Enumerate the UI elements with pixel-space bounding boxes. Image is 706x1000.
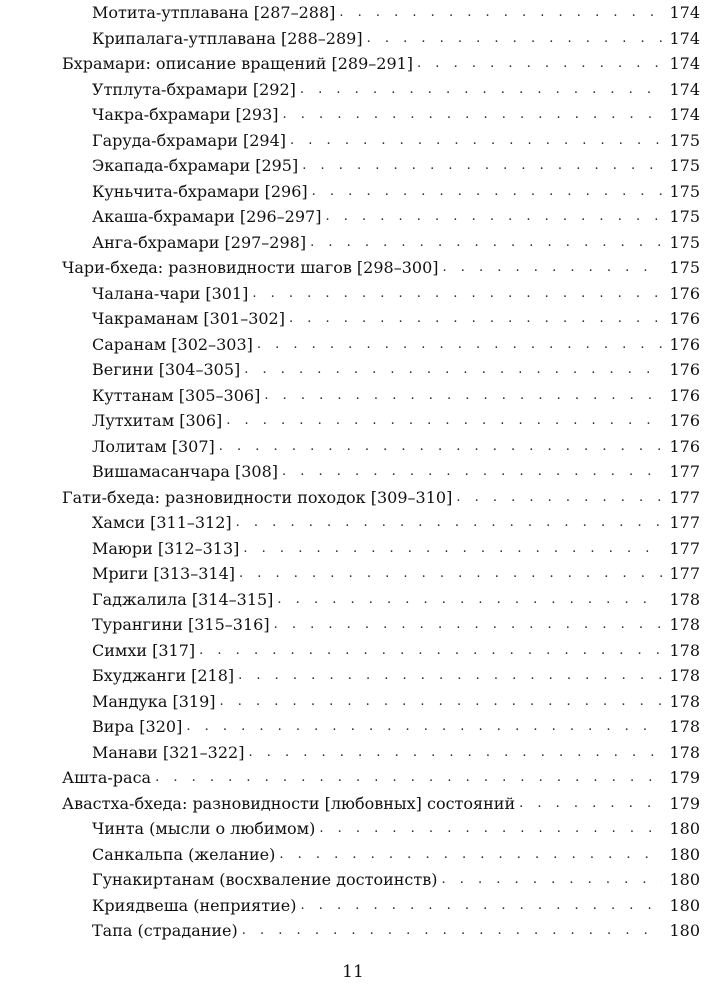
toc-subsection-entry [62,230,700,256]
dot-leader [290,128,662,154]
dot-leader [199,638,662,664]
page-number: 11 [342,962,364,982]
dot-leader [456,485,662,511]
toc-subsection-entry [62,408,700,434]
toc-section-entry [62,51,700,77]
dot-leader [442,255,662,281]
dot-leader [325,204,662,230]
toc-subsection-entry [62,842,700,868]
toc-subsection-entry [62,77,700,103]
toc-subsection-entry [62,306,700,332]
toc-entry-title: Чакраманам [301–302] [92,309,285,328]
toc-entry-page: 174 [669,79,700,99]
toc-subsection-entry [62,281,700,307]
toc-entry-title: Акаша-бхрамари [296–297] [92,207,322,226]
toc-entry-title: Вегини [304–305] [92,360,241,379]
toc-entry-title: Куньчита-бхрамари [296] [92,181,308,201]
toc-subsection-entry [62,26,700,52]
toc-entry-page: 175 [669,156,700,175]
dot-leader [519,791,662,817]
dot-leader [277,587,662,613]
dot-leader [289,306,662,332]
toc-entry-title: Чинта (мысли о любимом) [92,819,316,838]
toc-subsection-entry [62,459,700,485]
toc-entry-page: 178 [669,717,700,736]
toc-entry-title: Гати-бхеда: разновидности походок [309–310] [62,487,453,507]
toc-entry-page: 177 [669,513,700,532]
dot-leader [242,918,662,944]
toc-entry-title: Ашта-раса [62,768,152,787]
toc-subsection-entry [62,332,700,358]
dot-leader [186,714,662,740]
toc-entry-page: 174 [669,28,700,48]
dot-leader [442,867,663,893]
toc-entry-title: Чари-бхеда: разновидности шагов [298–300] [62,258,439,277]
toc-entry-title: Маюри [312–313] [92,538,240,558]
toc-entry-title: Куттанам [305–306] [92,385,261,405]
toc-entry-page: 178 [669,691,700,711]
toc-entry-page: 177 [669,538,700,558]
toc-entry-title: Турангини [315–316] [92,615,270,634]
toc-section-entry [62,791,700,817]
toc-subsection-entry [62,357,700,383]
toc-subsection-entry [62,536,700,562]
toc-entry-page: 180 [669,921,700,940]
toc-subsection-entry [62,612,700,638]
dot-leader [300,893,662,919]
toc-entry-page: 175 [669,232,700,252]
toc-entry-title: Гаруда-бхрамари [294] [92,130,287,150]
toc-subsection-entry [62,153,700,179]
dot-leader [264,383,662,409]
dot-leader [367,26,662,52]
toc-entry-title: Вира [320] [92,717,183,736]
dot-leader [219,434,662,460]
dot-leader [310,230,662,256]
toc-entry-page: 179 [669,793,700,813]
toc-entry-page: 174 [669,54,700,73]
dot-leader [312,179,662,205]
toc-entry-title: Лолитам [307] [92,436,215,456]
toc-entry-title: Бхуджанги [218] [92,666,235,685]
toc-entry-title: Чакра-бхрамари [293] [92,105,279,124]
toc-entry-page: 174 [669,3,700,22]
dot-leader [417,51,662,77]
table-of-contents [62,0,700,944]
toc-entry-page: 180 [669,819,700,838]
toc-entry-title: Лутхитам [306] [92,411,223,430]
toc-entry-page: 178 [669,615,700,634]
dot-leader [257,332,662,358]
toc-subsection-entry [62,689,700,715]
toc-entry-title: Вишамасанчара [308] [92,462,278,481]
toc-entry-page: 175 [669,181,700,201]
toc-subsection-entry [62,893,700,919]
toc-entry-page: 180 [669,870,700,889]
dot-leader [243,536,662,562]
toc-entry-page: 178 [669,742,700,762]
toc-subsection-entry [62,663,700,689]
toc-entry-page: 178 [669,589,700,609]
toc-section-entry [62,765,700,791]
toc-subsection-entry [62,102,700,128]
toc-entry-title: Экапада-бхрамари [295] [92,156,299,175]
toc-subsection-entry [62,179,700,205]
toc-subsection-entry [62,204,700,230]
toc-subsection-entry [62,0,700,26]
dot-leader [248,740,662,766]
toc-entry-page: 177 [669,487,700,507]
dot-leader [155,765,662,791]
dot-leader [283,102,662,128]
toc-entry-page: 176 [669,283,700,303]
toc-entry-title: Гунакиртанам (восхваление достоинств) [92,870,438,889]
toc-entry-title: Авастха-бхеда: разновидности [любовных] состояний [62,793,516,813]
dot-leader [274,612,662,638]
toc-entry-page: 179 [669,768,700,787]
toc-entry-title: Криядвеша (неприятие) [92,895,297,915]
dot-leader [319,816,662,842]
toc-entry-title: Утплута-бхрамари [292] [92,79,296,99]
dot-leader [236,510,662,536]
toc-entry-page: 176 [669,334,700,354]
toc-subsection-entry [62,128,700,154]
toc-entry-title: Крипалага-утплавана [288–289] [92,28,363,48]
toc-entry-title: Тапа (страдание) [92,921,238,940]
dot-leader [252,281,662,307]
toc-entry-title: Мандука [319] [92,691,216,711]
dot-leader [238,663,662,689]
toc-subsection-entry [62,740,700,766]
toc-entry-page: 174 [669,105,700,124]
toc-entry-title: Гаджалила [314–315] [92,589,274,609]
toc-entry-page: 180 [669,844,700,864]
toc-entry-title: Мриги [313–314] [92,564,235,583]
dot-leader [302,153,662,179]
toc-entry-page: 177 [669,564,700,583]
toc-entry-title: Манави [321–322] [92,742,245,762]
toc-subsection-entry [62,638,700,664]
toc-section-entry [62,255,700,281]
dot-leader [226,408,662,434]
dot-leader [220,689,663,715]
toc-subsection-entry [62,434,700,460]
dot-leader [300,77,662,103]
toc-subsection-entry [62,816,700,842]
toc-entry-title: Анга-бхрамари [297–298] [92,232,307,252]
toc-entry-title: Хамси [311–312] [92,513,232,532]
toc-section-entry [62,485,700,511]
toc-subsection-entry [62,714,700,740]
dot-leader [339,0,662,26]
toc-entry-page: 180 [669,895,700,915]
toc-subsection-entry [62,587,700,613]
toc-subsection-entry [62,510,700,536]
dot-leader [244,357,662,383]
toc-entry-title: Симхи [317] [92,640,196,660]
toc-subsection-entry [62,383,700,409]
toc-subsection-entry [62,561,700,587]
toc-subsection-entry [62,918,700,944]
toc-entry-page: 178 [669,666,700,685]
toc-entry-page: 175 [669,258,700,277]
toc-entry-page: 176 [669,309,700,328]
toc-entry-page: 176 [669,411,700,430]
toc-entry-title: Мотита-утплавана [287–288] [92,3,336,22]
toc-entry-page: 177 [669,462,700,481]
toc-entry-title: Чалана-чари [301] [92,283,249,303]
toc-entry-title: Саранам [302–303] [92,334,253,354]
toc-subsection-entry [62,867,700,893]
toc-entry-title: Санкальпа (желание) [92,844,276,864]
toc-entry-page: 175 [669,130,700,150]
dot-leader [282,459,662,485]
toc-entry-page: 176 [669,436,700,456]
toc-entry-page: 175 [669,207,700,226]
dot-leader [239,561,662,587]
toc-entry-page: 176 [669,385,700,405]
dot-leader [279,842,662,868]
toc-entry-page: 176 [669,360,700,379]
toc-entry-title: Бхрамари: описание вращений [289–291] [62,54,414,73]
toc-entry-page: 178 [669,640,700,660]
